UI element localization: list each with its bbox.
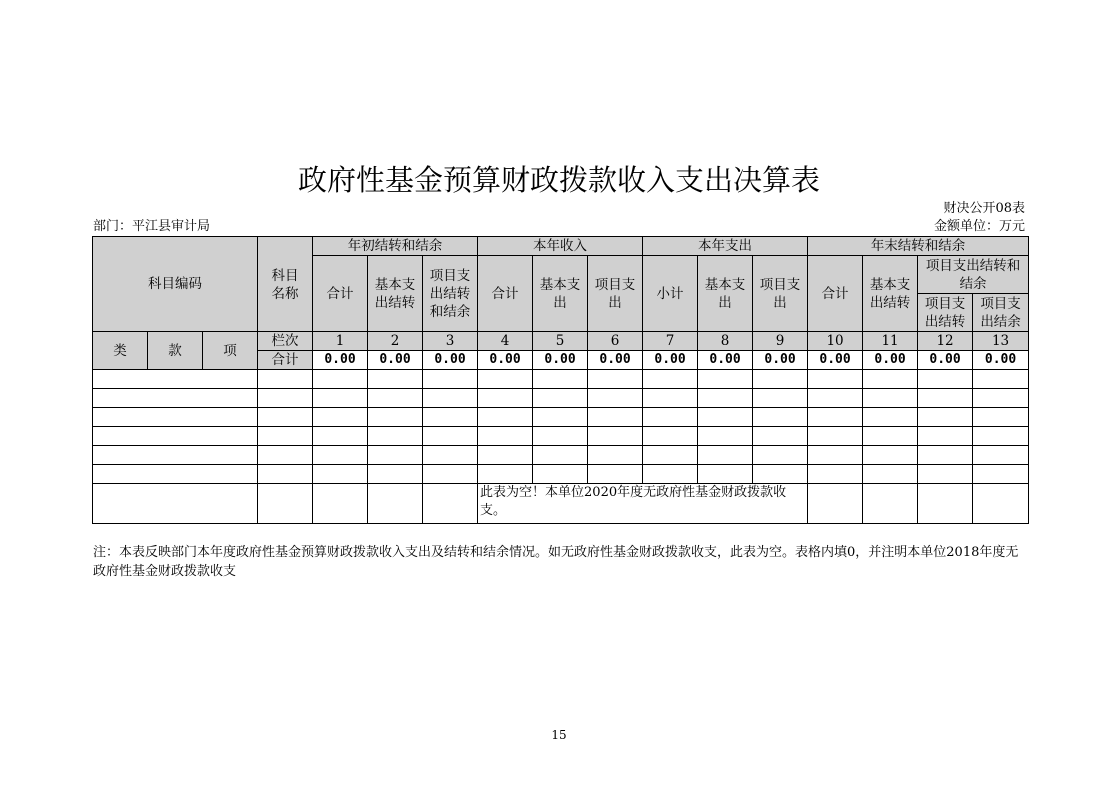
- col-number: 9: [753, 332, 808, 351]
- group-income-header: 本年收入: [478, 237, 643, 256]
- end-project-balance-header: 项目支出结余: [973, 294, 1029, 332]
- col-number: 3: [423, 332, 478, 351]
- expense-subtotal-header: 小计: [643, 256, 698, 332]
- total-cell: 0.00: [313, 351, 368, 370]
- expense-project-header: 项目支出: [753, 256, 808, 332]
- unit-label: 金额单位：万元: [933, 219, 1025, 234]
- group-end-header: 年末结转和结余: [808, 237, 1029, 256]
- col-number: 4: [478, 332, 533, 351]
- department-label: 部门：平江县审计局: [93, 219, 211, 234]
- col-number: 6: [588, 332, 643, 351]
- col-number: 7: [643, 332, 698, 351]
- page-number: 15: [551, 728, 567, 742]
- class-xiang-header: 项: [203, 332, 258, 370]
- total-cell: 0.00: [918, 351, 973, 370]
- column-row-label: 栏次: [258, 332, 313, 351]
- end-total-header: 合计: [808, 256, 863, 332]
- end-project-carry-header: 项目支出结转: [918, 294, 973, 332]
- end-basic-header: 基本支出结转: [863, 256, 918, 332]
- col-number: 13: [973, 332, 1029, 351]
- total-cell: 0.00: [698, 351, 753, 370]
- form-number: 财决公开08表: [943, 201, 1025, 216]
- total-cell: 0.00: [423, 351, 478, 370]
- total-cell: 0.00: [368, 351, 423, 370]
- col-number: 11: [863, 332, 918, 351]
- begin-total-header: 合计: [313, 256, 368, 332]
- subject-name-header: 科目名称: [258, 237, 313, 332]
- total-row-label: 合计: [258, 351, 313, 370]
- group-expense-header: 本年支出: [643, 237, 808, 256]
- col-number: 2: [368, 332, 423, 351]
- empty-table-note: 此表为空！本单位2020年度无政府性基金财政拨款收支。: [478, 484, 808, 524]
- table-row: [93, 370, 1029, 389]
- class-kuan-header: 款: [148, 332, 203, 370]
- income-project-header: 项目支出: [588, 256, 643, 332]
- col-number: 12: [918, 332, 973, 351]
- total-cell: 0.00: [588, 351, 643, 370]
- end-project-group-header: 项目支出结转和结余: [918, 256, 1029, 294]
- income-basic-header: 基本支出: [533, 256, 588, 332]
- col-number: 10: [808, 332, 863, 351]
- income-total-header: 合计: [478, 256, 533, 332]
- page-title: 政府性基金预算财政拨款收入支出决算表: [297, 163, 820, 197]
- total-cell: 0.00: [753, 351, 808, 370]
- table-row: [93, 427, 1029, 446]
- total-cell: 0.00: [808, 351, 863, 370]
- total-cell: 0.00: [478, 351, 533, 370]
- subject-code-header: 科目编码: [93, 237, 258, 332]
- expense-basic-header: 基本支出: [698, 256, 753, 332]
- group-begin-header: 年初结转和结余: [313, 237, 478, 256]
- col-number: 8: [698, 332, 753, 351]
- table-row: [93, 408, 1029, 427]
- total-cell: 0.00: [863, 351, 918, 370]
- table-row: [93, 465, 1029, 484]
- total-cell: 0.00: [973, 351, 1029, 370]
- col-number: 1: [313, 332, 368, 351]
- total-cell: 0.00: [643, 351, 698, 370]
- budget-table: [92, 236, 1029, 524]
- footnote: 注：本表反映部门本年度政府性基金预算财政拨款收入支出及结转和结余情况。如无政府性基金财政拨款收支，此表为空。表格内填0，并注明本单位2018年度无政府性基金财政拨款收支: [93, 545, 1019, 579]
- col-number: 5: [533, 332, 588, 351]
- class-lei-header: 类: [93, 332, 148, 370]
- table-row: [93, 484, 1029, 524]
- table-row: [93, 446, 1029, 465]
- begin-project-header: 项目支出结转和结余: [423, 256, 478, 332]
- table-row: [93, 389, 1029, 408]
- begin-basic-header: 基本支出结转: [368, 256, 423, 332]
- total-cell: 0.00: [533, 351, 588, 370]
